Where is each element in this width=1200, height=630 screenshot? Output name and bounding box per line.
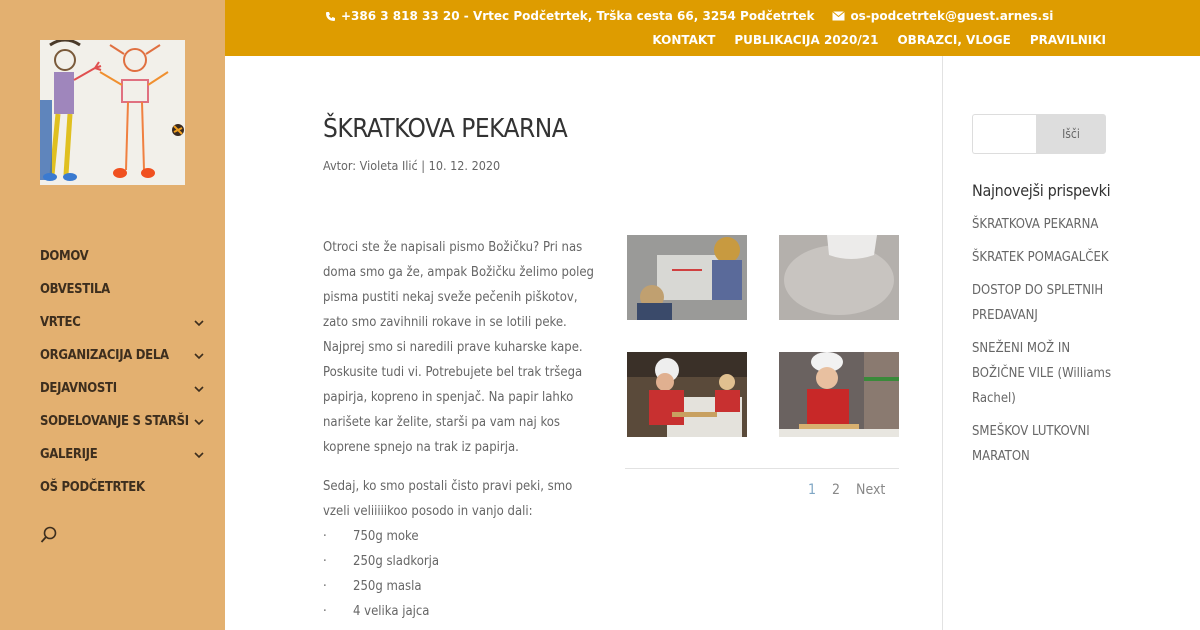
recent-post-link[interactable]: SNEŽENI MOŽ IN BOŽIČNE VILE (Williams Rachel) bbox=[972, 341, 1112, 406]
ingredient-text: 4 velika jajca bbox=[353, 604, 430, 619]
search-input[interactable] bbox=[972, 114, 1036, 154]
recent-posts-title: Najnovejši prispevki bbox=[972, 181, 1111, 200]
search-icon[interactable] bbox=[40, 526, 58, 544]
phone-address: +386 3 818 33 20 - Vrtec Podčetrtek, Trška cesta 66, 3254 Podčetrtek bbox=[341, 9, 815, 23]
next-link[interactable]: Next bbox=[856, 482, 886, 498]
post-meta: Avtor: Violeta Ilić | 10. 12. 2020 bbox=[323, 158, 501, 173]
top-navigation bbox=[652, 33, 1106, 47]
nav-item-label: GALERIJE bbox=[40, 447, 98, 462]
sidebar-divider bbox=[942, 56, 943, 630]
paragraph-text: Najprej smo si naredili prave kuharske kape. Poskusite tudi vi. Potrebujete bel trak tršega papirja, kopreno in spenjač. Na papir lahko narišete kar želite, starši pa vam naj kos koprene spnejo na trak iz papirja. bbox=[323, 340, 583, 455]
logo-image[interactable] bbox=[40, 40, 185, 185]
nav-item-sodelovanje-s-starsi[interactable] bbox=[40, 405, 210, 438]
chevron-down-icon[interactable] bbox=[193, 416, 205, 428]
nav-item-organizacija-dela[interactable] bbox=[40, 339, 210, 372]
children-drawing-logo bbox=[40, 40, 185, 185]
ingredient-list bbox=[323, 524, 598, 624]
photo-flour-bowl bbox=[779, 235, 899, 320]
nav-item-label: OBVESTILA bbox=[40, 282, 110, 297]
nav-item-os-podcetrtek[interactable] bbox=[40, 471, 210, 504]
photo-children-drawing bbox=[627, 235, 747, 320]
main-content bbox=[225, 56, 942, 630]
nav-item-label: OŠ PODČETRTEK bbox=[40, 480, 145, 495]
nav-item-obvestila[interactable] bbox=[40, 273, 210, 306]
ingredient-item bbox=[323, 599, 598, 624]
recent-post-link[interactable]: SMEŠKOV LUTKOVNI MARATON bbox=[972, 424, 1090, 464]
recent-post-link[interactable]: ŠKRATKOVA PEKARNA bbox=[972, 217, 1099, 232]
post-body bbox=[323, 235, 598, 624]
top-link-obrazci-vloge[interactable]: OBRAZCI, VLOGE bbox=[897, 33, 1011, 47]
bullet: · bbox=[323, 579, 327, 594]
bullet: · bbox=[323, 529, 327, 544]
nav-item-label: DOMOV bbox=[40, 249, 89, 264]
chevron-down-icon[interactable] bbox=[193, 449, 205, 461]
ingredient-text: 250g masla bbox=[353, 579, 422, 594]
recent-post-link[interactable]: DOSTOP DO SPLETNIH PREDAVANJ bbox=[972, 283, 1104, 323]
left-sidebar bbox=[0, 0, 225, 630]
paragraph-text: Otroci ste že napisali pismo Božičku? Pri nas doma smo ga že, ampak Božičku želimo poleg pisma pustiti nekaj sveže pečenih piškotov, zato smo zavihnili rokave in se lotili peke. bbox=[323, 240, 594, 330]
gallery-pagination bbox=[808, 482, 885, 498]
nav-item-domov[interactable] bbox=[40, 240, 210, 273]
search-button[interactable]: Išči bbox=[1036, 114, 1106, 154]
nav-item-dejavnosti[interactable] bbox=[40, 372, 210, 405]
nav-item-vrtec[interactable] bbox=[40, 306, 210, 339]
gallery-thumbnail[interactable] bbox=[779, 352, 899, 437]
nav-item-label: SODELOVANJE S STARŠI bbox=[40, 414, 189, 429]
mail-icon bbox=[832, 11, 845, 21]
search-form bbox=[972, 114, 1106, 154]
photo-kids-rolling-dough bbox=[627, 352, 747, 437]
photo-child-chef bbox=[779, 352, 899, 437]
page-link-1[interactable]: 1 bbox=[808, 482, 817, 498]
main-navigation bbox=[40, 240, 210, 504]
contact-info bbox=[325, 9, 1053, 23]
nav-item-label: ORGANIZACIJA DELA bbox=[40, 348, 169, 363]
gallery-thumbnail[interactable] bbox=[779, 235, 899, 320]
email-link[interactable]: os-podcetrtek@guest.arnes.si bbox=[850, 9, 1054, 23]
ingredient-item bbox=[323, 574, 598, 599]
chevron-down-icon[interactable] bbox=[193, 383, 205, 395]
recent-posts-list bbox=[972, 212, 1112, 477]
ingredient-text: 750g moke bbox=[353, 529, 419, 544]
post-paragraph bbox=[323, 235, 598, 460]
chevron-down-icon[interactable] bbox=[193, 317, 205, 329]
chevron-down-icon[interactable] bbox=[193, 350, 205, 362]
top-link-pravilniki[interactable]: PRAVILNIKI bbox=[1029, 33, 1106, 47]
page-link-2[interactable]: 2 bbox=[832, 482, 841, 498]
ingredient-item bbox=[323, 524, 598, 549]
nav-item-label: DEJAVNOSTI bbox=[40, 381, 117, 396]
post-title: ŠKRATKOVA PEKARNA bbox=[323, 114, 568, 144]
gallery-divider bbox=[625, 468, 899, 469]
top-link-publikacija[interactable]: PUBLIKACIJA 2020/21 bbox=[734, 33, 879, 47]
top-bar bbox=[225, 0, 1200, 56]
nav-item-galerije[interactable] bbox=[40, 438, 210, 471]
gallery-thumbnail[interactable] bbox=[627, 352, 747, 437]
phone-icon bbox=[325, 11, 336, 22]
gallery-thumbnail[interactable] bbox=[627, 235, 747, 320]
bullet: · bbox=[323, 604, 327, 619]
bullet: · bbox=[323, 554, 327, 569]
post-paragraph: Sedaj, ko smo postali čisto pravi peki, smo vzeli veliiiiikoo posodo in vanjo dali: bbox=[323, 479, 573, 519]
search-widget bbox=[972, 114, 1106, 154]
recent-post-link[interactable]: ŠKRATEK POMAGALČEK bbox=[972, 250, 1109, 265]
ingredient-text: 250g sladkorja bbox=[353, 554, 440, 569]
ingredient-item bbox=[323, 549, 598, 574]
nav-item-label: VRTEC bbox=[40, 315, 81, 330]
top-link-kontakt[interactable]: KONTAKT bbox=[652, 33, 716, 47]
